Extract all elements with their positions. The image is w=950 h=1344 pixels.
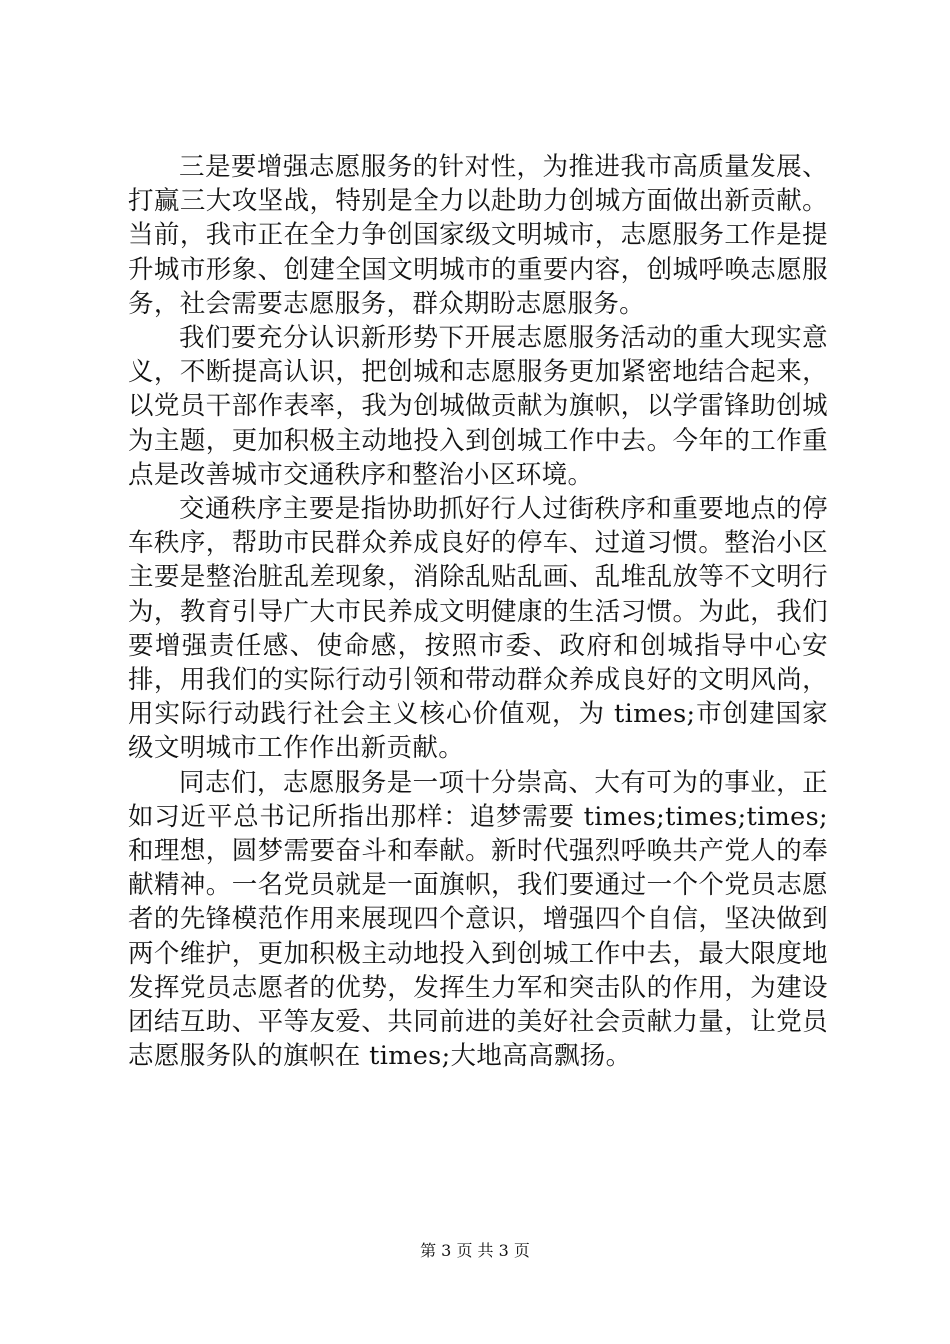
document-body (128, 150, 828, 1073)
paragraph: 同志们，志愿服务是一项十分崇高、大有可为的事业，正如习近平总书记所指出那样：追梦需要 times;times;times;和理想，圆梦需要奋斗和奉献。新时代强烈呼唤共产党人的奉献精神。一名党员就是一面旗帜，我们要通过一个个党员志愿者的先锋模范作用来展现四个意识，增强四个自信，坚决做到两个维护，更加积极主动地投入到创城工作中去，最大限度地发挥党员志愿者的优势，发挥生力军和突击队的作用，为建设团结互助、平等友爱、共同前进的美好社会贡献力量，让党员志愿服务队的旗帜在 times;大地高高飘扬。 (128, 767, 828, 1072)
paragraph: 我们要充分认识新形势下开展志愿服务活动的重大现实意义，不断提高认识，把创城和志愿服务更加紧密地结合起来，以党员干部作表率，我为创城做贡献为旗帜，以学雷锋助创城为主题，更加积极主动地投入到创城工作中去。今年的工作重点是改善城市交通秩序和整治小区环境。 (128, 323, 828, 490)
paragraph: 交通秩序主要是指协助抓好行人过街秩序和重要地点的停车秩序，帮助市民群众养成良好的停车、过道习惯。整治小区主要是整治脏乱差现象，消除乱贴乱画、乱堆乱放等不文明行为，教育引导广大市民养成文明健康的生活习惯。为此，我们要增强责任感、使命感，按照市委、政府和创城指导中心安排，用我们的实际行动引领和带动群众养成良好的文明风尚，用实际行动践行社会主义核心价值观，为 times;市创建国家级文明城市工作作出新贡献。 (128, 494, 828, 764)
paragraph: 三是要增强志愿服务的针对性，为推进我市高质量发展、打赢三大攻坚战，特别是全力以赴助力创城方面做出新贡献。当前，我市正在全力争创国家级文明城市，志愿服务工作是提升城市形象、创建全国文明城市的重要内容，创城呼唤志愿服务，社会需要志愿服务，群众期盼志愿服务。 (128, 152, 828, 319)
page-number-footer: 第 3 页 共 3 页 (420, 1241, 530, 1260)
